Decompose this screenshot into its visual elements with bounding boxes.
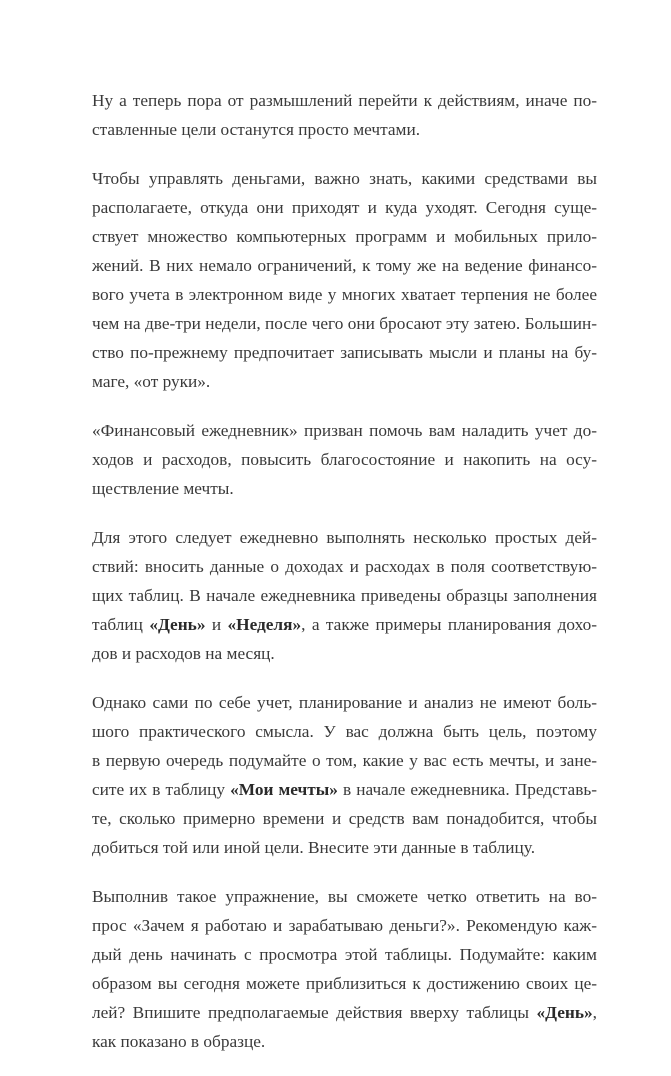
text-line bbox=[92, 940, 597, 969]
text-line bbox=[92, 775, 597, 804]
text-segment: шого практического смысла. У вас должна быть цель, поэтому bbox=[92, 722, 597, 741]
text-line bbox=[92, 1027, 597, 1056]
bold-term: «Мои мечты» bbox=[230, 780, 338, 799]
paragraph-3 bbox=[92, 416, 597, 503]
bold-term: «День» bbox=[536, 1003, 593, 1022]
text-segment: как показано в образце. bbox=[92, 1032, 266, 1051]
text-segment: дов и расходов на месяц. bbox=[92, 644, 275, 663]
text-line bbox=[92, 581, 597, 610]
text-line bbox=[92, 251, 597, 280]
bold-term: «День» bbox=[149, 615, 206, 634]
text-line bbox=[92, 804, 597, 833]
text-segment: сите их в таблицу bbox=[92, 780, 231, 799]
text-segment: таблиц bbox=[92, 615, 150, 634]
paragraph-4 bbox=[92, 523, 597, 668]
text-line bbox=[92, 882, 597, 911]
text-segment: щих таблиц. В начале ежедневника приведены образцы заполнения bbox=[92, 586, 597, 605]
text-line bbox=[92, 222, 597, 251]
text-line bbox=[92, 998, 597, 1027]
text-segment: ствий: вносить данные о доходах и расходах в поля соответствую- bbox=[92, 557, 597, 576]
text-segment: маге, «от руки». bbox=[92, 372, 211, 391]
text-line bbox=[92, 552, 597, 581]
text-segment: вого учета в электронном виде у многих хватает терпения не более bbox=[92, 285, 597, 304]
text-segment: образом вы сегодня можете приблизиться к достижению своих це- bbox=[92, 974, 597, 993]
text-segment: , а также примеры планирования дохо- bbox=[301, 615, 598, 634]
text-segment: ществление мечты. bbox=[92, 479, 234, 498]
text-line bbox=[92, 474, 597, 503]
text-segment: Для этого следует ежедневно выполнять несколько простых дей- bbox=[92, 528, 597, 547]
text-segment: располагаете, откуда они приходят и куда уходят. Сегодня суще- bbox=[92, 198, 597, 217]
paragraph-2 bbox=[92, 164, 597, 396]
text-segment: Чтобы управлять деньгами, важно знать, какими средствами вы bbox=[92, 169, 597, 188]
text-line bbox=[92, 115, 597, 144]
book-page-text bbox=[92, 86, 597, 1076]
text-line bbox=[92, 338, 597, 367]
paragraph-6 bbox=[92, 882, 597, 1056]
text-line bbox=[92, 639, 597, 668]
text-segment: прос «Зачем я работаю и зарабатываю деньги?». Рекомендую каж- bbox=[92, 916, 597, 935]
text-line bbox=[92, 367, 597, 396]
text-line bbox=[92, 969, 597, 998]
text-segment: и bbox=[205, 615, 228, 634]
text-segment: в начале ежедневника. Представь- bbox=[337, 780, 597, 799]
text-segment: дый день начинать с просмотра этой таблицы. Подумайте: каким bbox=[92, 945, 597, 964]
text-line bbox=[92, 86, 597, 115]
paragraph-5 bbox=[92, 688, 597, 862]
text-segment: в первую очередь подумайте о том, какие у вас есть мечты, и зане- bbox=[92, 751, 597, 770]
text-segment: те, сколько примерно времени и средств вам понадобится, чтобы bbox=[92, 809, 597, 828]
text-line bbox=[92, 746, 597, 775]
text-line bbox=[92, 445, 597, 474]
text-segment: чем на две-три недели, после чего они бросают эту затею. Большин- bbox=[92, 314, 597, 333]
text-line bbox=[92, 610, 597, 639]
text-segment: Ну а теперь пора от размышлений перейти к действиям, иначе по- bbox=[92, 91, 597, 110]
text-segment: ство по-прежнему предпочитает записывать мысли и планы на бу- bbox=[92, 343, 597, 362]
text-segment: Однако сами по себе учет, планирование и анализ не имеют боль- bbox=[92, 693, 597, 712]
text-segment: добиться той или иной цели. Внесите эти данные в таблицу. bbox=[92, 838, 536, 857]
text-segment: ствует множество компьютерных программ и мобильных прило- bbox=[92, 227, 597, 246]
text-segment: «Финансовый ежедневник» призван помочь вам наладить учет до- bbox=[92, 421, 597, 440]
text-segment: жений. В них немало ограничений, к тому же на ведение финансо- bbox=[92, 256, 597, 275]
text-segment: лей? Впишите предполагаемые действия вверху таблицы bbox=[92, 1003, 537, 1022]
text-line bbox=[92, 416, 597, 445]
text-line bbox=[92, 833, 597, 862]
text-line bbox=[92, 164, 597, 193]
text-line bbox=[92, 280, 597, 309]
text-line bbox=[92, 911, 597, 940]
text-segment: ходов и расходов, повысить благосостояние и накопить на осу- bbox=[92, 450, 597, 469]
text-segment: Выполнив такое упражнение, вы сможете четко ответить на во- bbox=[92, 887, 597, 906]
text-line bbox=[92, 688, 597, 717]
text-line bbox=[92, 717, 597, 746]
text-line bbox=[92, 309, 597, 338]
text-segment: ставленные цели останутся просто мечтами. bbox=[92, 120, 421, 139]
paragraph-1 bbox=[92, 86, 597, 144]
text-line bbox=[92, 193, 597, 222]
text-line bbox=[92, 523, 597, 552]
text-segment: , bbox=[592, 1003, 597, 1022]
bold-term: «Неделя» bbox=[227, 615, 302, 634]
